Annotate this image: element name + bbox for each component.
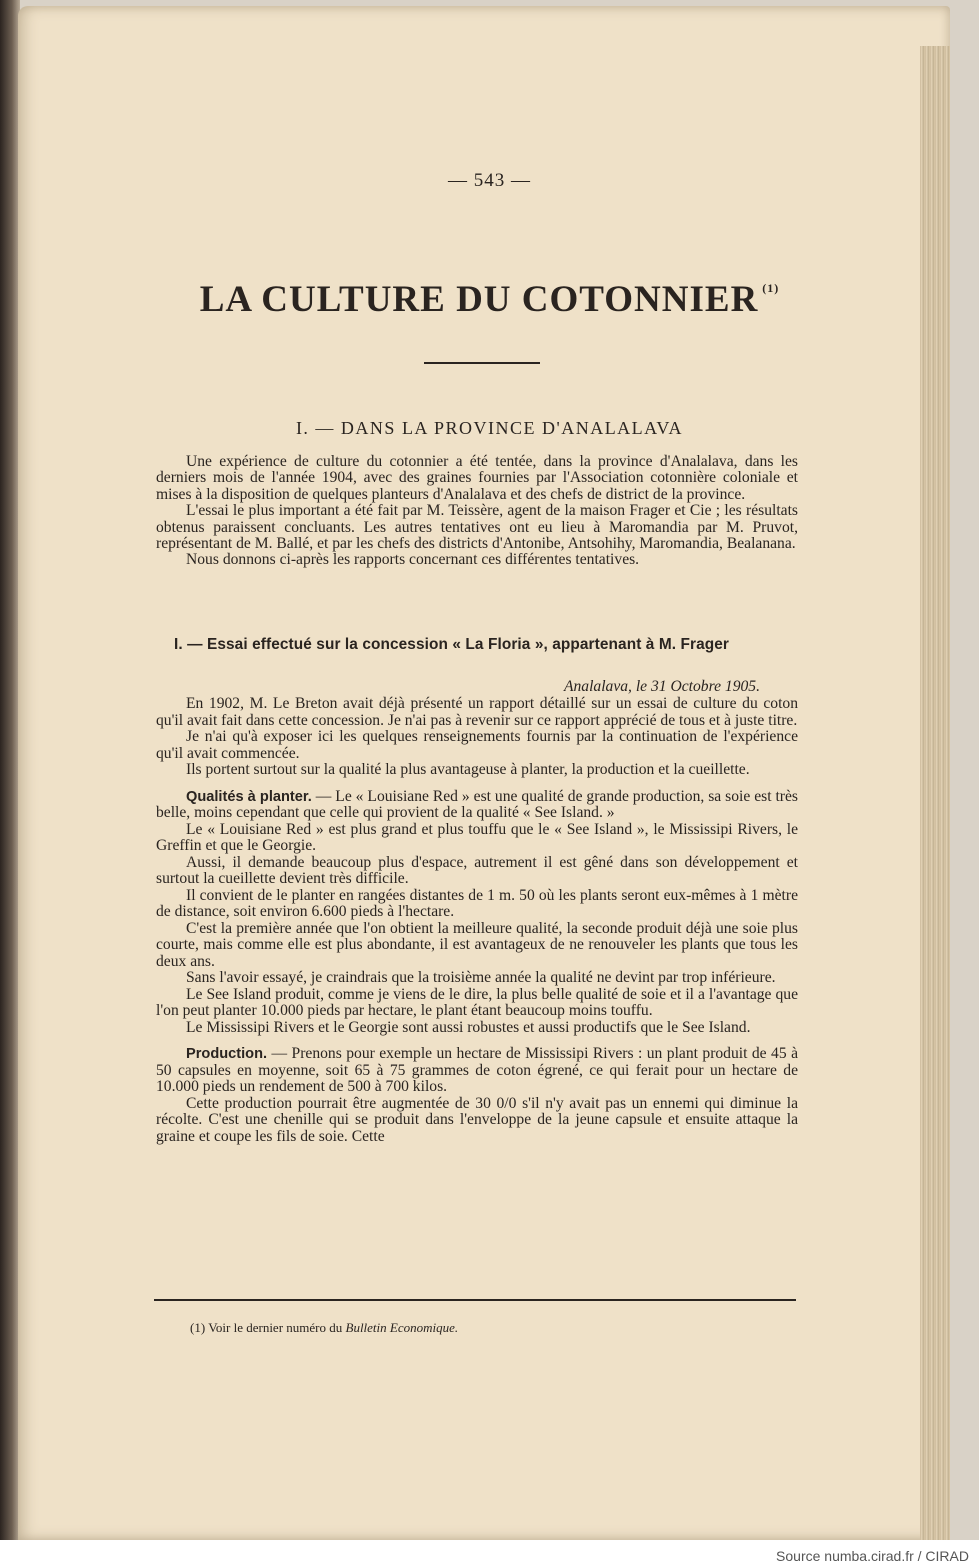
paragraph-text: Le Mississipi Rivers et le Georgie sont aussi robustes et aussi productifs que le See Island. (186, 1018, 751, 1036)
paragraph-text: Ils portent surtout sur la qualité la plus avantageuse à planter, la production et la cueillette. (186, 761, 750, 778)
section-heading: I. — DANS LA PROVINCE D'ANALALAVA (295, 418, 684, 438)
page-number: — 543 — (448, 170, 531, 191)
footnote-rule (154, 1299, 796, 1301)
footnote-marker: (1) (190, 1320, 206, 1335)
paragraph-text: C'est la première année que l'on obtient la meilleure qualité, la seconde produit déjà une soie plus courte, mais comme elle est plus abondante, il est avantageux de ne renouveler les plants que tous les deux ans. (156, 919, 798, 970)
footnote-text: Voir le dernier numéro du (208, 1320, 343, 1335)
paragraph-text: — Prenons pour exemple un hectare de Mississipi Rivers : un plant produit de 45 à 50 capsules en moyenne, soit 65 à 75 grammes de coton égrené, ce qui ferait pour un hectare de 10.000 pieds un rendement de 500 à 700 kilos. (156, 1045, 798, 1095)
paragraph (156, 729, 798, 762)
paragraph-text: — Le « Louisiane Red » est une qualité de grande production, sa soie est très belle, moins cependant que celle qui provient de la qualité « See Island. » (156, 787, 798, 821)
paragraph (156, 888, 798, 921)
dateline: Analalava, le 31 Octobre 1905. (563, 678, 760, 695)
article-title-text: LA CULTURE DU COTONNIER (199, 279, 759, 320)
paragraph (156, 1020, 798, 1037)
paragraph: Nous donnons ci-après les rapports concernant ces différentes tentatives. (186, 551, 640, 569)
footnote-italic-text: Bulletin Economique. (345, 1320, 459, 1335)
report-text (156, 696, 798, 1145)
paragraph-text: Le See Island produit, comme je viens de le dire, la plus belle qualité de soie et il a l'avantage que l'on peut planter 10.000 pieds par hectare, le plant étant beaucoup moins touffu. (156, 985, 798, 1019)
paragraph-text: Je n'ai qu'à exposer ici les quelques renseignements fournis par la continuation de l'expérience qu'il avait commencée. (156, 728, 798, 762)
source-credit: Source numba.cirad.fr / CIRAD (776, 1548, 969, 1564)
paragraph (156, 1046, 798, 1096)
book-binding (0, 0, 20, 1540)
paragraph-text: Il convient de le planter en rangées distantes de 1 m. 50 où les plants seront eux-mêmes à 1 mètre de distance, soit environ 6.600 pieds à l'hectare. (156, 886, 798, 920)
paragraph (156, 1096, 798, 1146)
paragraph (156, 696, 798, 729)
sub-heading: I. — Essai effectué sur la concession « La Floria », appartenant à M. Frager (174, 636, 730, 653)
intro-text (156, 454, 798, 569)
paragraph (156, 822, 798, 855)
paragraph-text: Le « Louisiane Red » est plus grand et plus touffu que le « See Island », le Mississipi Rivers, le Greffin et que le Georgie. (156, 820, 798, 854)
paragraph: Une expérience de culture du cotonnier a été tentée, dans la province d'Analalava, dans les derniers mois de l'année 1904, avec des graines fournies par l'Association cotonnière coloniale et mises à la disposition de quelques planteurs d'Analalava et des chefs de district de la province. (156, 453, 798, 503)
paragraph (156, 855, 798, 888)
paragraph (156, 762, 798, 779)
title-footnote-marker: (1) (762, 280, 780, 295)
paragraph (156, 789, 798, 822)
paragraph-text: Cette production pourrait être augmentée de 30 0/0 s'il n'y avait pas un ennemi qui diminue la récolte. C'est une chenille qui se produit dans l'enveloppe de la jeune capsule et ensuite attaque la graine et coupe les fils de soie. Cette (156, 1094, 798, 1145)
paragraph-text: En 1902, M. Le Breton avait déjà présenté un rapport détaillé sur un essai de culture du coton qu'il avait fait dans cette concession. Je n'ai pas à revenir sur ce rapport apprécié de tous et à juste titre. (156, 695, 798, 729)
title-rule (424, 362, 540, 364)
article-title (0, 278, 979, 321)
paragraph-text: Sans l'avoir essayé, je craindrais que la troisième année la qualité ne devint par trop inférieure. (186, 969, 776, 986)
footnote (190, 1320, 790, 1336)
paragraph (156, 970, 798, 987)
paragraph (156, 921, 798, 971)
paragraph-lead: Production. (186, 1046, 268, 1062)
page-edges (920, 46, 950, 1540)
paragraph (156, 987, 798, 1020)
paragraph: L'essai le plus important a été fait par M. Teissère, agent de la maison Frager et Cie ; les résultats obtenus paraissent concluants. Les autres tentatives ont eu lieu à Maromandia par M. Pruvot, représentant de M. Ballé, et par les chefs des districts d'Antonibe, Antsohihy, Maromandia, Bealanana. (156, 502, 798, 553)
paragraph-lead: Qualités à planter. (186, 788, 312, 805)
paragraph-text: Aussi, il demande beaucoup plus d'espace, autrement il est gêné dans son développement et surtout la cueillette devient très difficile. (156, 853, 798, 887)
